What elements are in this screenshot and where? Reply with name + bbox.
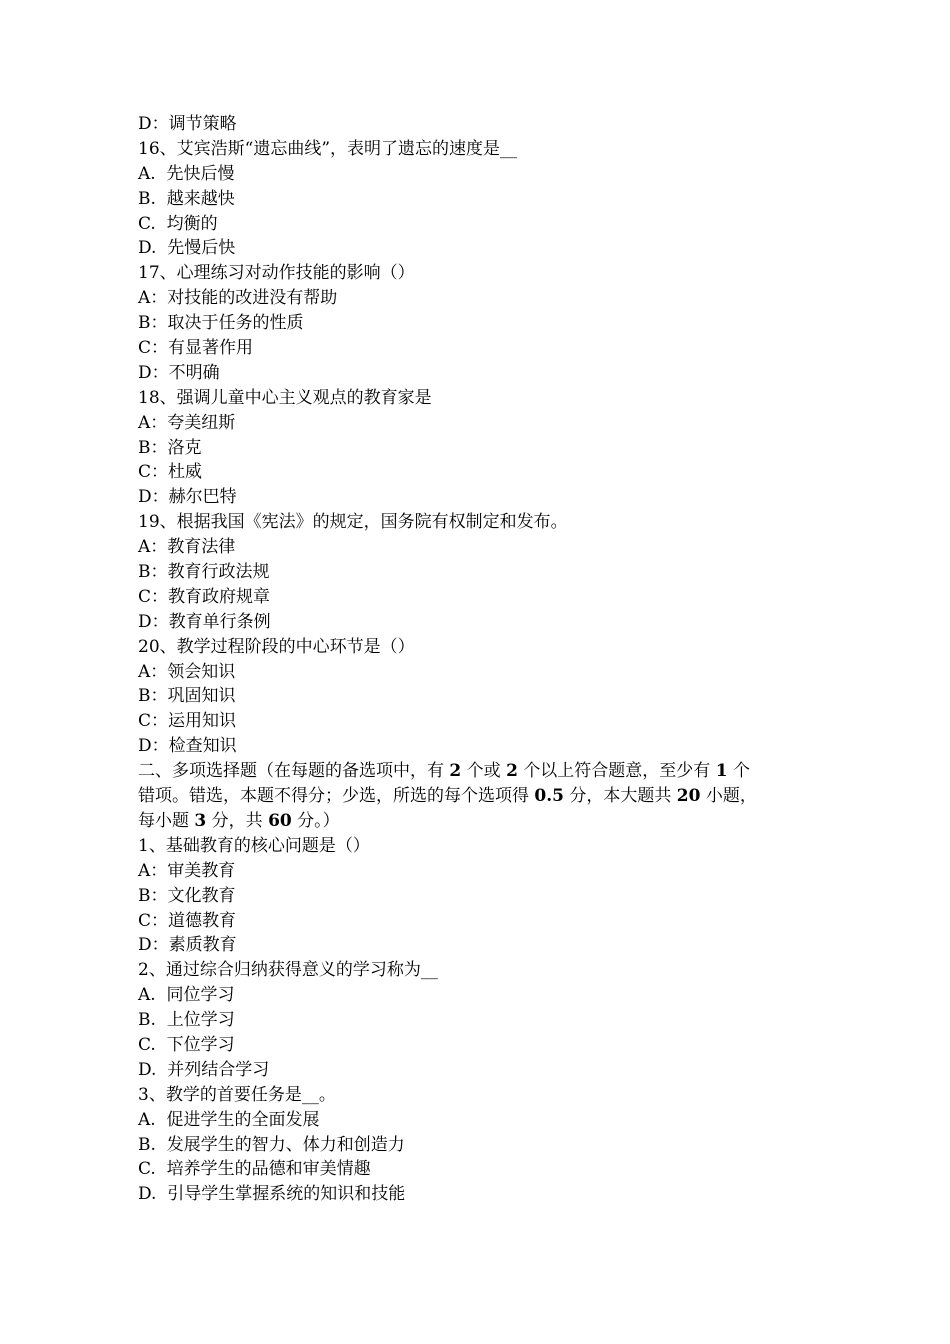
- option-line: B：取决于任务的性质: [138, 313, 304, 334]
- question-line: 20、教学过程阶段的中心环节是（）: [138, 636, 415, 657]
- question-line: 3、教学的首要任务是__。: [138, 1084, 336, 1105]
- question-line: 1、基础教育的核心问题是（）: [138, 835, 370, 856]
- section-text: 个: [732, 761, 750, 782]
- option-line: D. 并列结合学习: [138, 1059, 270, 1080]
- option-line: C. 均衡的: [138, 213, 218, 234]
- option-line: D：不明确: [138, 362, 220, 383]
- section-number: 0.5: [534, 786, 564, 807]
- option-line: C：运用知识: [138, 711, 237, 732]
- option-line: C. 下位学习: [138, 1034, 235, 1055]
- option-line: B：巩固知识: [138, 686, 236, 707]
- section-text: 分。）: [297, 810, 340, 831]
- section-text: 分，共: [211, 810, 263, 831]
- option-line: B：文化教育: [138, 885, 236, 906]
- option-line: B：教育行政法规: [138, 562, 270, 583]
- option-line: B. 越来越快: [138, 188, 235, 209]
- option-line: D：赫尔巴特: [138, 487, 237, 508]
- section-text: 个或: [466, 761, 501, 782]
- section-text: 小题，: [705, 786, 757, 807]
- option-line: A. 同位学习: [138, 985, 235, 1006]
- option-line: A：审美教育: [138, 860, 236, 881]
- section-number: 3: [194, 810, 207, 831]
- section-number: 2: [449, 761, 462, 782]
- section-heading-line-2: [138, 784, 818, 809]
- option-line: B. 上位学习: [138, 1010, 235, 1031]
- question-line: 16、艾宾浩斯“遗忘曲线”，表明了遗忘的速度是__: [138, 138, 518, 159]
- section-text: 分，本大题共: [569, 786, 672, 807]
- section-number: 1: [715, 761, 728, 782]
- option-line: A. 先快后慢: [138, 163, 235, 184]
- section-text: 每小题: [138, 810, 189, 831]
- section-text: 错项。错选，本题不得分；少选，所选的每个选项得: [138, 786, 529, 807]
- section-number: 20: [676, 786, 701, 807]
- option-line: D：检查知识: [138, 736, 237, 757]
- option-line: A：教育法律: [138, 537, 236, 558]
- section-heading-line-1: [138, 759, 818, 784]
- option-line: A. 促进学生的全面发展: [138, 1109, 320, 1130]
- question-line: 19、根据我国《宪法》的规定，国务院有权制定和发布。: [138, 512, 568, 533]
- option-line: B. 发展学生的智力、体力和创造力: [138, 1134, 405, 1155]
- option-line: A：对技能的改进没有帮助: [138, 288, 338, 309]
- option-line: A：领会知识: [138, 661, 236, 682]
- question-line: 17、心理练习对动作技能的影响（）: [138, 263, 415, 284]
- option-line: D：调节策略: [138, 114, 237, 134]
- option-line: C：杜威: [138, 462, 203, 483]
- option-line: B：洛克: [138, 437, 202, 458]
- option-line: C：教育政府规章: [138, 586, 271, 607]
- option-line: A：夸美纽斯: [138, 412, 236, 433]
- section-number: 60: [268, 810, 292, 831]
- option-line: D. 引导学生掌握系统的知识和技能: [138, 1184, 406, 1205]
- question-line: 2、通过综合归纳获得意义的学习称为__: [138, 960, 438, 981]
- section-number: 2: [506, 761, 518, 782]
- section-text: 二、多项选择题（在每题的备选项中，有: [138, 761, 444, 782]
- option-line: C：道德教育: [138, 910, 237, 931]
- document-body: [138, 112, 818, 1207]
- option-line: D：素质教育: [138, 935, 237, 956]
- option-line: C：有显著作用: [138, 338, 254, 359]
- option-line: C. 培养学生的品德和审美情趣: [138, 1159, 371, 1180]
- question-line: 18、强调儿童中心主义观点的教育家是: [138, 387, 432, 408]
- section-heading-line-3: [138, 809, 818, 834]
- option-line: D. 先慢后快: [138, 238, 236, 259]
- section-text: 个以上符合题意，至少有: [523, 761, 711, 782]
- option-line: D：教育单行条例: [138, 611, 271, 632]
